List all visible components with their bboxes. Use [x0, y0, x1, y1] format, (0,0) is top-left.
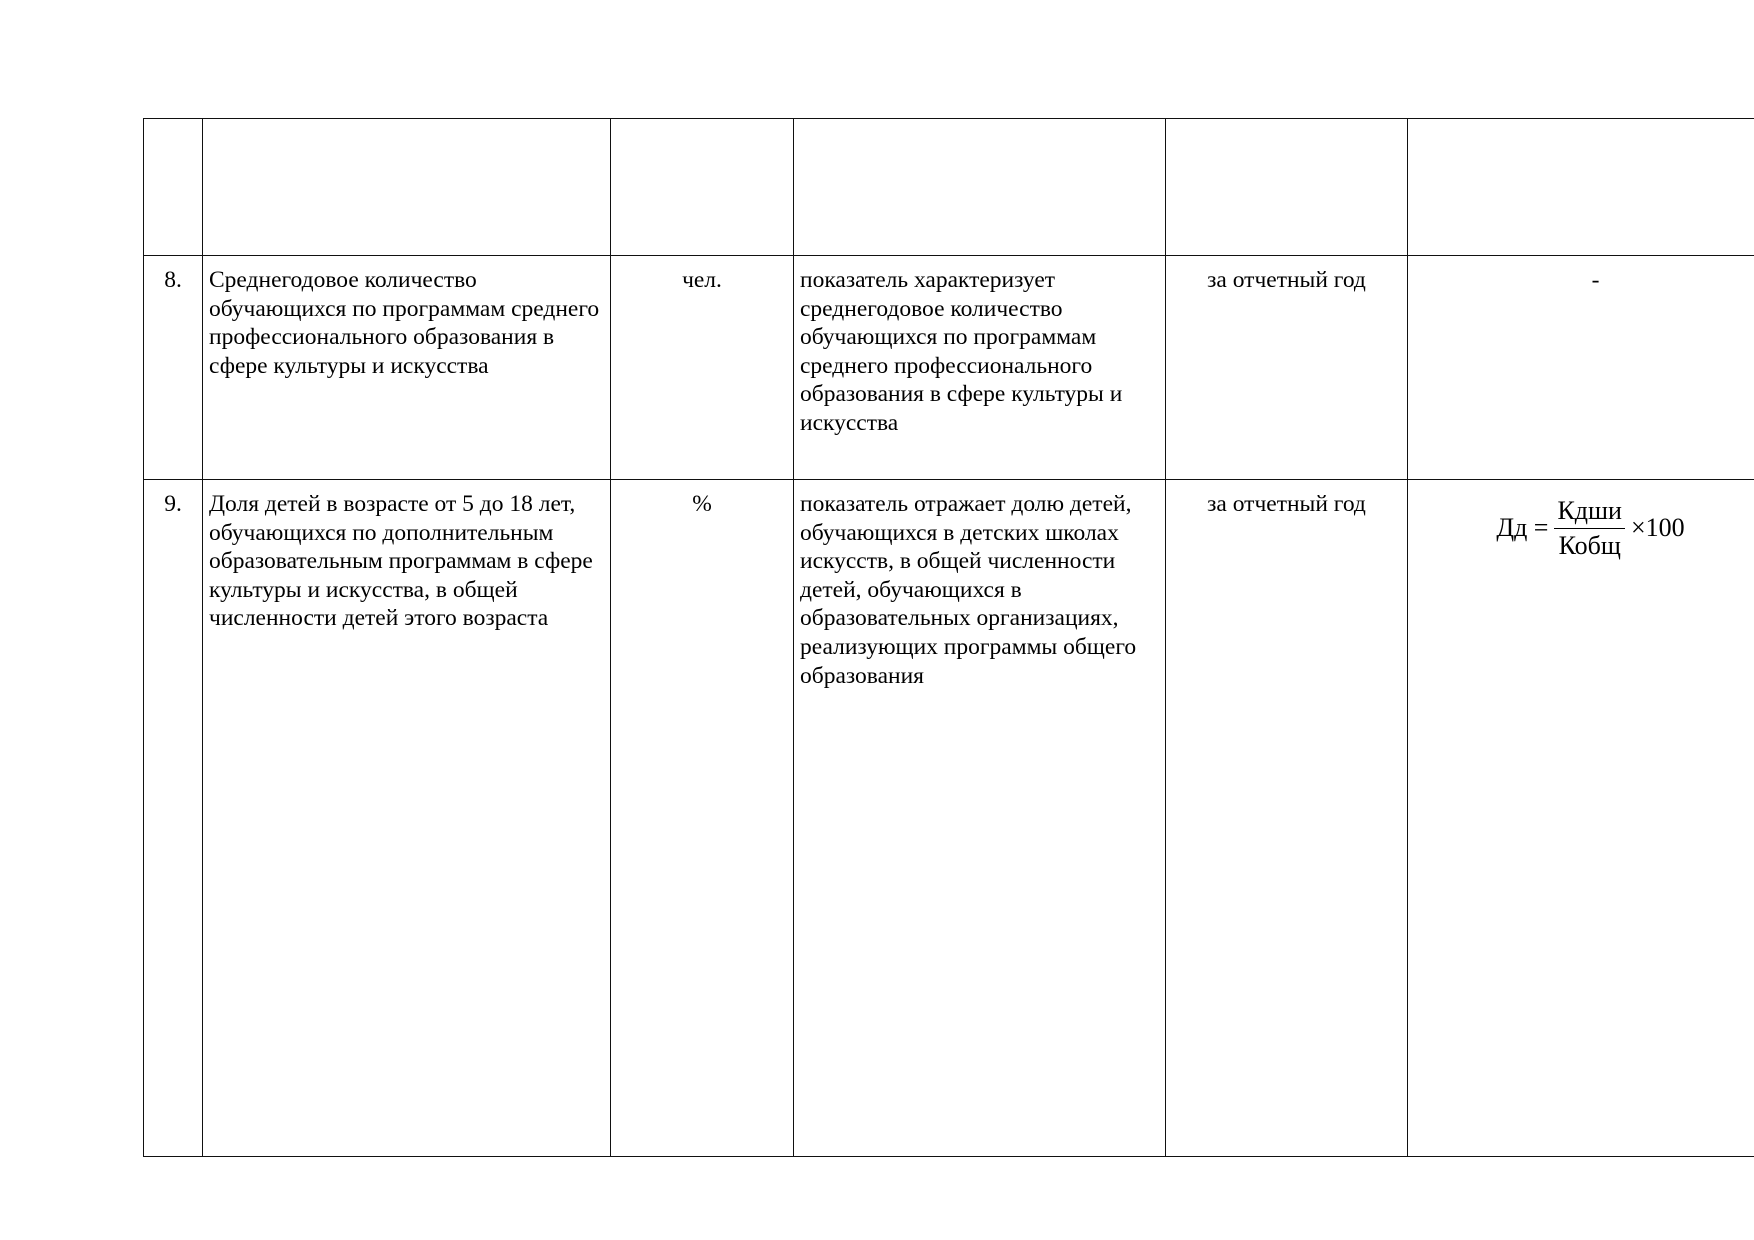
header-cell-name — [203, 119, 611, 256]
indicator-unit: чел. — [611, 256, 794, 480]
formula-denominator: Кобщ — [1558, 531, 1621, 560]
indicator-formula: - — [1408, 256, 1754, 480]
indicators-table — [143, 118, 1754, 1157]
indicator-period: за отчетный год — [1166, 480, 1408, 1157]
row-number: 8. — [144, 256, 203, 480]
header-cell-unit — [611, 119, 794, 256]
formula-multiplier: ×100 — [1630, 513, 1685, 543]
indicator-unit: % — [611, 480, 794, 1157]
indicator-name: Доля детей в возрасте от 5 до 18 лет, обучающихся по дополнительным образовательным программам в сфере культуры и искусства, в общей численности детей этого возраста — [203, 480, 611, 1157]
formula-fraction — [1554, 496, 1625, 561]
table-row — [144, 480, 1754, 1157]
table-row — [144, 256, 1754, 480]
header-cell-formula — [1408, 119, 1754, 256]
header-cell-num — [144, 119, 203, 256]
formula-expression — [1496, 496, 1684, 561]
indicator-description: показатель характеризует среднегодовое количество обучающихся по программам среднего профессионального образования в сфере культуры и искусства — [794, 256, 1166, 480]
indicator-period: за отчетный год — [1166, 256, 1408, 480]
header-cell-description — [794, 119, 1166, 256]
indicator-name: Среднегодовое количество обучающихся по программам среднего профессионального образования в сфере культуры и искусства — [203, 256, 611, 480]
formula-numerator: Кдши — [1554, 496, 1625, 529]
indicator-formula — [1408, 480, 1754, 1157]
formula-lhs: Дд = — [1496, 513, 1549, 543]
row-number: 9. — [144, 480, 203, 1157]
table-header-row — [144, 119, 1754, 256]
indicator-description: показатель отражает долю детей, обучающихся в детских школах искусств, в общей численности детей, обучающихся в образовательных организациях, реализующих программы общего образования — [794, 480, 1166, 1157]
header-cell-period — [1166, 119, 1408, 256]
